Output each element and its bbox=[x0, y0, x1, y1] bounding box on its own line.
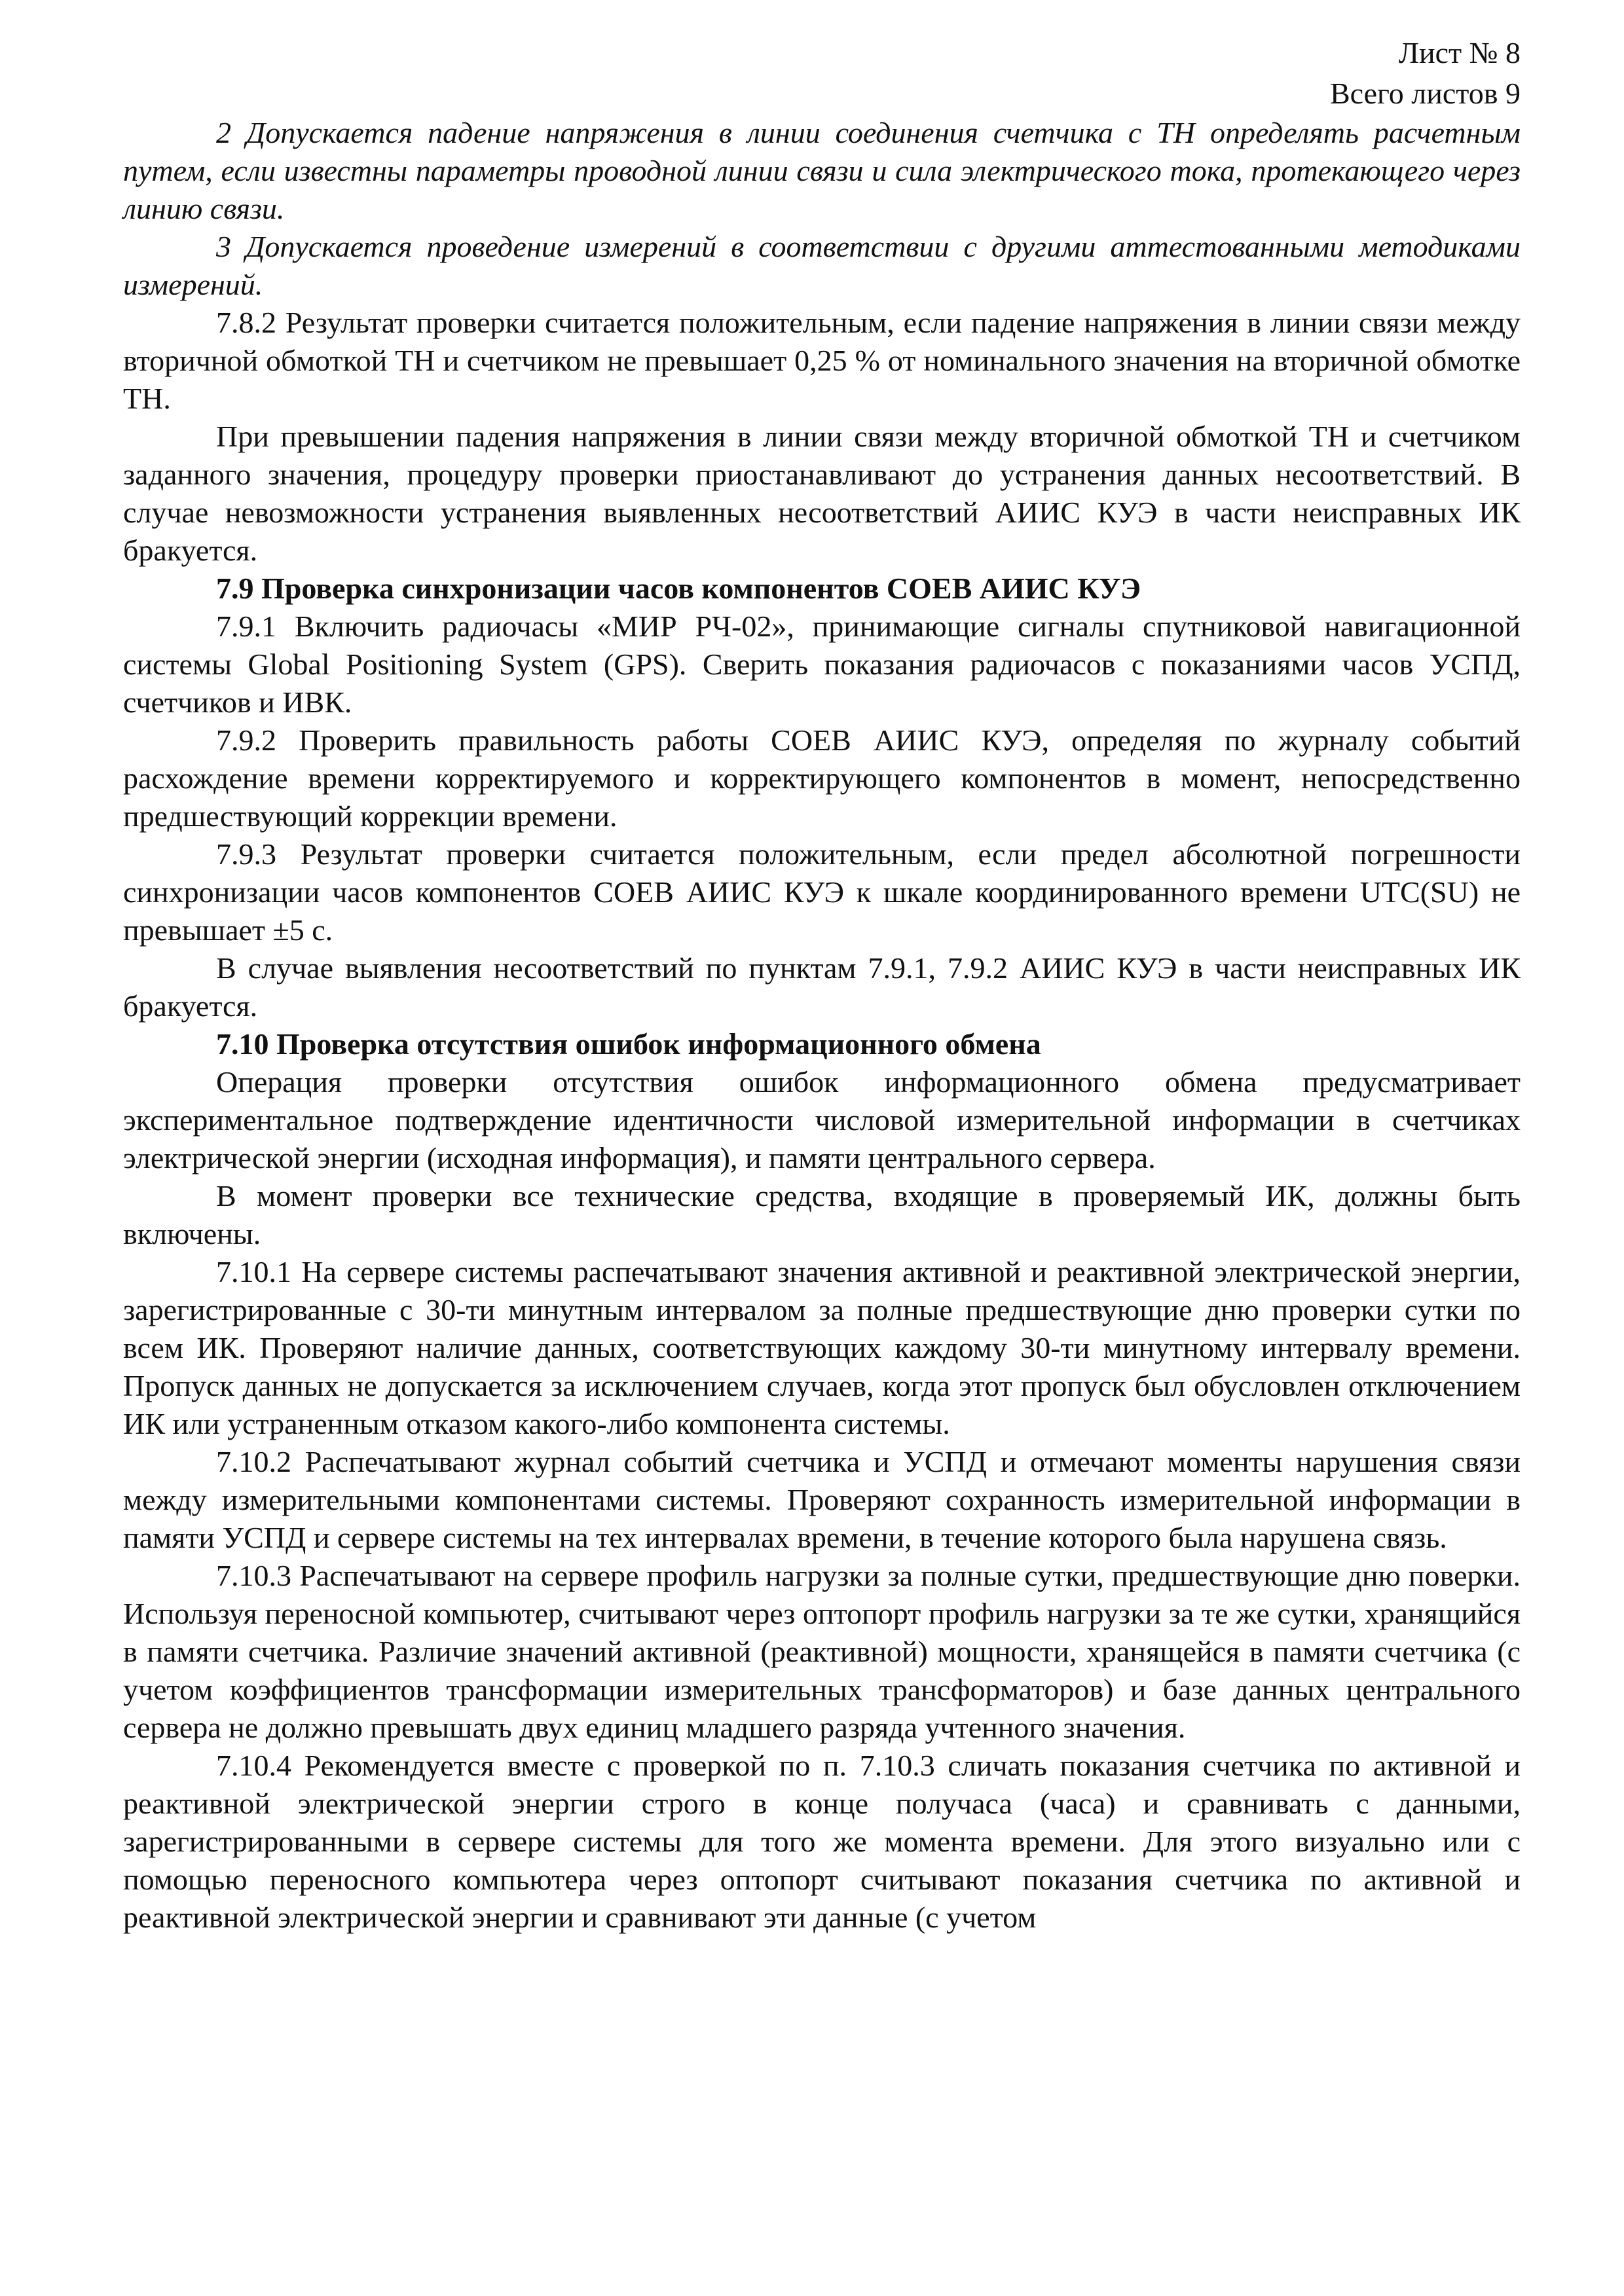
paragraph-7-9-3: 7.9.3 Результат проверки считается положительным, если предел абсолютной погрешности синхронизации часов компонентов СОЕВ АИИС КУЭ к шкале координированного времени UTC(SU) не превышает ±5 с. bbox=[123, 837, 1521, 947]
paragraph-7-10-intro: Операция проверки отсутствия ошибок информационного обмена предусматривает экспериментальное подтверждение идентичности числовой измерительной информации в счетчиках электрической энергии (исходная информация), и памяти центрального сервера. bbox=[123, 1065, 1521, 1175]
note-2: 2 Допускается падение напряжения в линии соединения счетчика с ТН определять расчетным путем, если известны параметры проводной линии связи и сила электрического тока, протекающего через линию связи. bbox=[123, 116, 1521, 225]
paragraph-7-10-2: 7.10.2 Распечатывают журнал событий счетчика и УСПД и отмечают моменты нарушения связи между измерительными компонентами системы. Проверяют сохранность измерительной информации в памяти УСПД и сервере системы на тех интервалах времени, в течение которого была нарушена связь. bbox=[123, 1445, 1521, 1554]
total-sheets: Всего листов 9 bbox=[1329, 77, 1521, 110]
sheet-number: Лист № 8 bbox=[1398, 36, 1521, 69]
paragraph-7-10-1: 7.10.1 На сервере системы распечатывают значения активной и реактивной электрической энергии, зарегистрированные с 30-ти минутным интервалом за полные предшествующие дню проверки сутки по всем ИК. Проверяют наличие данных, соответствующих каждому 30-ти минутному интервалу времени. Пропуск данных не допускается за исключением случаев, когда этот пропуск был обусловлен отключением ИК или устраненным отказом какого-либо компонента системы. bbox=[123, 1255, 1521, 1440]
heading-7-10: 7.10 Проверка отсутствия ошибок информационного обмена bbox=[216, 1027, 1041, 1061]
paragraph-7-8-2: 7.8.2 Результат проверки считается положительным, если падение напряжения в линии связи между вторичной обмоткой ТН и счетчиком не превышает 0,25 % от номинального значения на вторичной обмотке ТН. bbox=[123, 306, 1521, 415]
paragraph-7-9-2: 7.9.2 Проверить правильность работы СОЕВ АИИС КУЭ, определяя по журналу событий расхождение времени корректируемого и корректирующего компонентов в момент, непосредственно предшествующий коррекции времени. bbox=[123, 723, 1521, 833]
paragraph-voltage-exceed: При превышении падения напряжения в линии связи между вторичной обмоткой ТН и счетчиком заданного значения, процедуру проверки приостанавливают до устранения данных несоответствий. В случае невозможности устранения выявленных несоответствий АИИС КУЭ в части неисправных ИК бракуется. bbox=[123, 420, 1521, 567]
document-page bbox=[123, 33, 1521, 1937]
heading-7-9: 7.9 Проверка синхронизации часов компонентов СОЕВ АИИС КУЭ bbox=[216, 572, 1141, 605]
paragraph-7-10-3: 7.10.3 Распечатывают на сервере профиль нагрузки за полные сутки, предшествующие дню поверки. Используя переносной компьютер, считывают через оптопорт профиль нагрузки за те же сутки, хранящийся в памяти счетчика. Различие значений активной (реактивной) мощности, хранящейся в памяти счетчика (с учетом коэффициентов трансформации измерительных трансформаторов) и базе данных центрального сервера не должно превышать двух единиц младшего разряда учтенного значения. bbox=[123, 1559, 1521, 1744]
paragraph-7-9-1: 7.9.1 Включить радиочасы «МИР РЧ-02», принимающие сигналы спутниковой навигационной системы Global Positioning System (GPS). Сверить показания радиочасов с показаниями часов УСПД, счетчиков и ИВК. bbox=[123, 610, 1521, 719]
paragraph-7-10-4: 7.10.4 Рекомендуется вместе с проверкой по п. 7.10.3 сличать показания счетчика по активной и реактивной электрической энергии строго в конце получаса (часа) и сравнивать с данными, зарегистрированными в сервере системы для того же момента времени. Для этого визуально или с помощью переносного компьютера через оптопорт считывают показания счетчика по активной и реактивной электрической энергии и сравнивают эти данные (с учетом bbox=[123, 1749, 1521, 1934]
paragraph-7-10-moment: В момент проверки все технические средства, входящие в проверяемый ИК, должны быть включены. bbox=[123, 1179, 1521, 1250]
note-3: 3 Допускается проведение измерений в соответствии с другими аттестованными методиками измерений. bbox=[123, 230, 1521, 301]
paragraph-mismatch: В случае выявления несоответствий по пунктам 7.9.1, 7.9.2 АИИС КУЭ в части неисправных ИК бракуется. bbox=[123, 951, 1521, 1023]
